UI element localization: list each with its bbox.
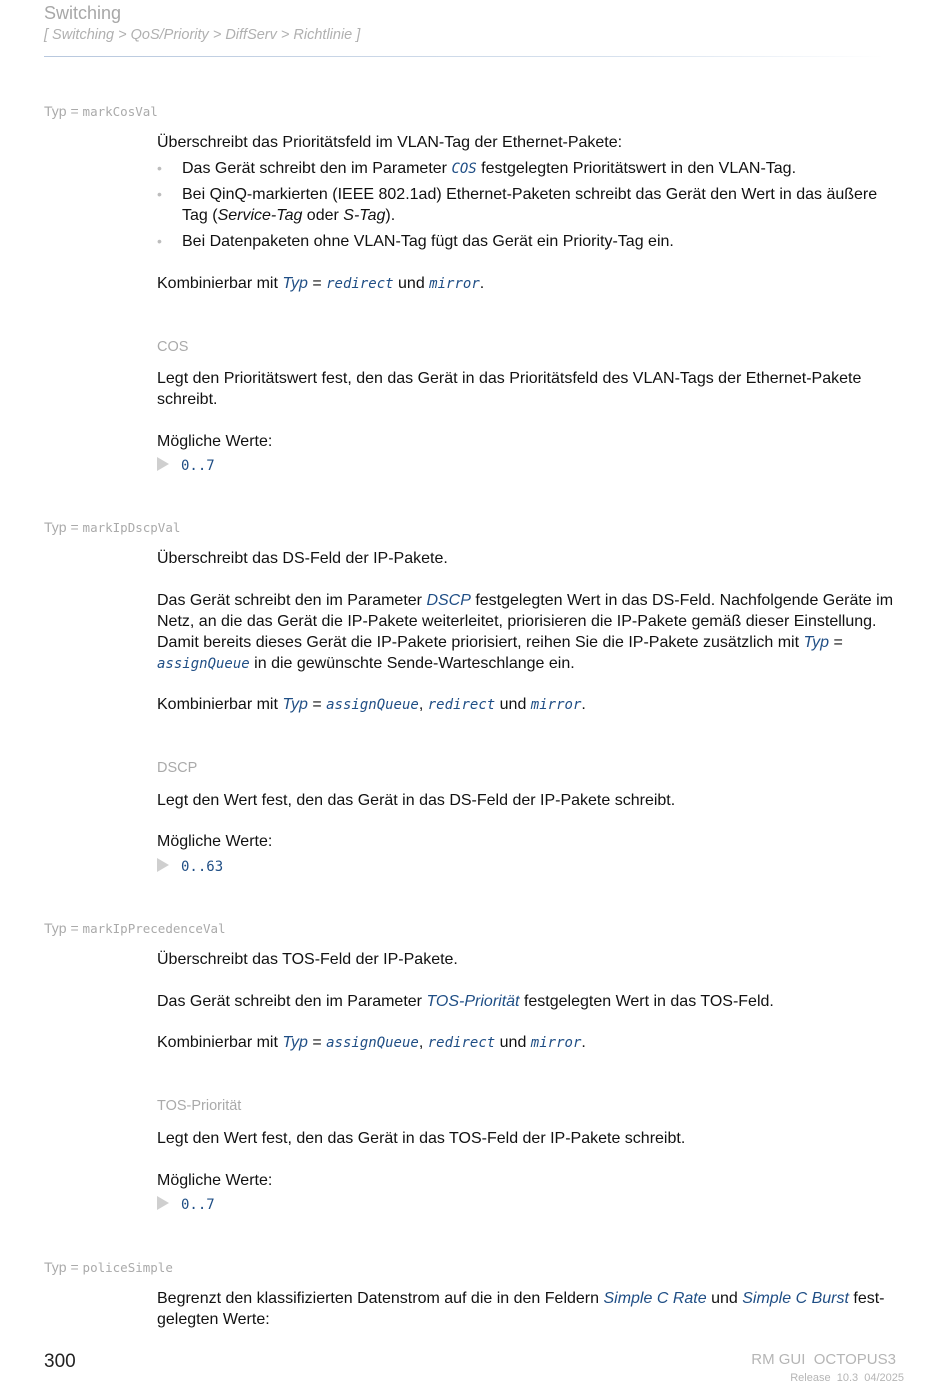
sec1-bullet-3: • Bei Datenpaketen ohne VLAN-Tag fügt das Gerät ein Priority-Tag ein. bbox=[157, 233, 674, 250]
sec3-intro: Überschreibt das TOS-Feld der IP-Pakete. bbox=[157, 951, 458, 968]
breadcrumb: [ Switching > QoS/Priority > DiffServ > Richtlinie ] bbox=[44, 27, 361, 43]
sec1-combinable: Kombinierbar mit Typ = redirect und mirror. bbox=[157, 275, 485, 292]
page-number: 300 bbox=[44, 1351, 76, 1372]
type-label-markipprecedenceval: Typ = markIpPrecedenceVal bbox=[44, 920, 226, 936]
sec4-paragraph: Begrenzt den klassifizierten Datenstrom auf die in den Feldern Simple C Rate und Simple C Burst festgelegten Werte: bbox=[157, 1290, 885, 1328]
triangle-bullet-icon bbox=[157, 858, 169, 872]
ref-cos: COS bbox=[451, 161, 477, 177]
possible-values-label: Mögliche Werte: bbox=[157, 1172, 273, 1189]
param-tos-title: TOS-Priorität bbox=[157, 1098, 242, 1114]
header-divider bbox=[44, 56, 884, 57]
bullet-icon: • bbox=[157, 233, 162, 249]
type-label-markipdscpval: Typ = markIpDscpVal bbox=[44, 519, 181, 535]
doc-title: RM GUI OCTOPUS3 bbox=[751, 1351, 896, 1368]
value-range-tos: 0..7 bbox=[157, 1196, 215, 1213]
param-cos-desc: Legt den Prioritätswert fest, den das Gerät in das Prioritätsfeld des VLAN-Tags der Ethernet-Pakete schreibt. bbox=[157, 370, 862, 408]
release-info: Release 10.3 04/2025 bbox=[790, 1372, 904, 1384]
value-range-dscp: 0..63 bbox=[157, 858, 223, 875]
possible-values-label: Mögliche Werte: bbox=[157, 433, 273, 450]
sec3-paragraph: Das Gerät schreibt den im Parameter TOS-Priorität festgelegten Wert in das TOS-Feld. bbox=[157, 993, 774, 1010]
param-tos-desc: Legt den Wert fest, den das Gerät in das TOS-Feld der IP-Pakete schreibt. bbox=[157, 1130, 686, 1147]
param-cos-title: COS bbox=[157, 339, 189, 355]
param-dscp-desc: Legt den Wert fest, den das Gerät in das DS-Feld der IP-Pakete schreibt. bbox=[157, 792, 676, 809]
chapter-title: Switching bbox=[44, 3, 122, 23]
possible-values-label: Mögliche Werte: bbox=[157, 833, 273, 850]
bullet-icon: • bbox=[157, 186, 162, 202]
triangle-bullet-icon bbox=[157, 1196, 169, 1210]
triangle-bullet-icon bbox=[157, 457, 169, 471]
param-dscp-title: DSCP bbox=[157, 760, 198, 776]
sec1-intro: Überschreibt das Prioritätsfeld im VLAN-Tag der Ethernet-Pakete: bbox=[157, 134, 623, 151]
bullet-icon: • bbox=[157, 160, 162, 176]
value-range-cos: 0..7 bbox=[157, 457, 215, 474]
type-label-markcosval: Typ = markCosVal bbox=[44, 103, 158, 119]
type-label-policesimple: Typ = policeSimple bbox=[44, 1259, 173, 1275]
sec2-paragraph: Das Gerät schreibt den im Parameter DSCP festgelegten Wert in das DS-Feld. Nachfolgende Geräte im Netz, an die das Gerät die IP-Pakete weiterleitet, priorisieren die IP-Pakete gemäß dieser Einstellung. Damit bereits dieses Gerät die IP-Pakete priorisiert, reihen Sie die IP-Pakete zusätzlich mit Typ = assignQueue in die gewünschte Sende-Warteschlange ein. bbox=[157, 592, 894, 672]
sec2-combinable: Kombinierbar mit Typ = assignQueue, redirect und mirror. bbox=[157, 696, 586, 713]
sec1-bullet-1: • Das Gerät schreibt den im Parameter COS festgelegten Prioritätswert in den VLAN-Tag. bbox=[157, 160, 797, 177]
sec1-bullet-2: • Bei QinQ-markierten (IEEE 802.1ad) Ethernet-Paketen schreibt das Gerät den Wert in das äußere Tag (Service-Tag oder S-Tag). bbox=[157, 186, 878, 224]
sec2-intro: Überschreibt das DS-Feld der IP-Pakete. bbox=[157, 550, 448, 567]
sec3-combinable: Kombinierbar mit Typ = assignQueue, redirect und mirror. bbox=[157, 1034, 586, 1051]
